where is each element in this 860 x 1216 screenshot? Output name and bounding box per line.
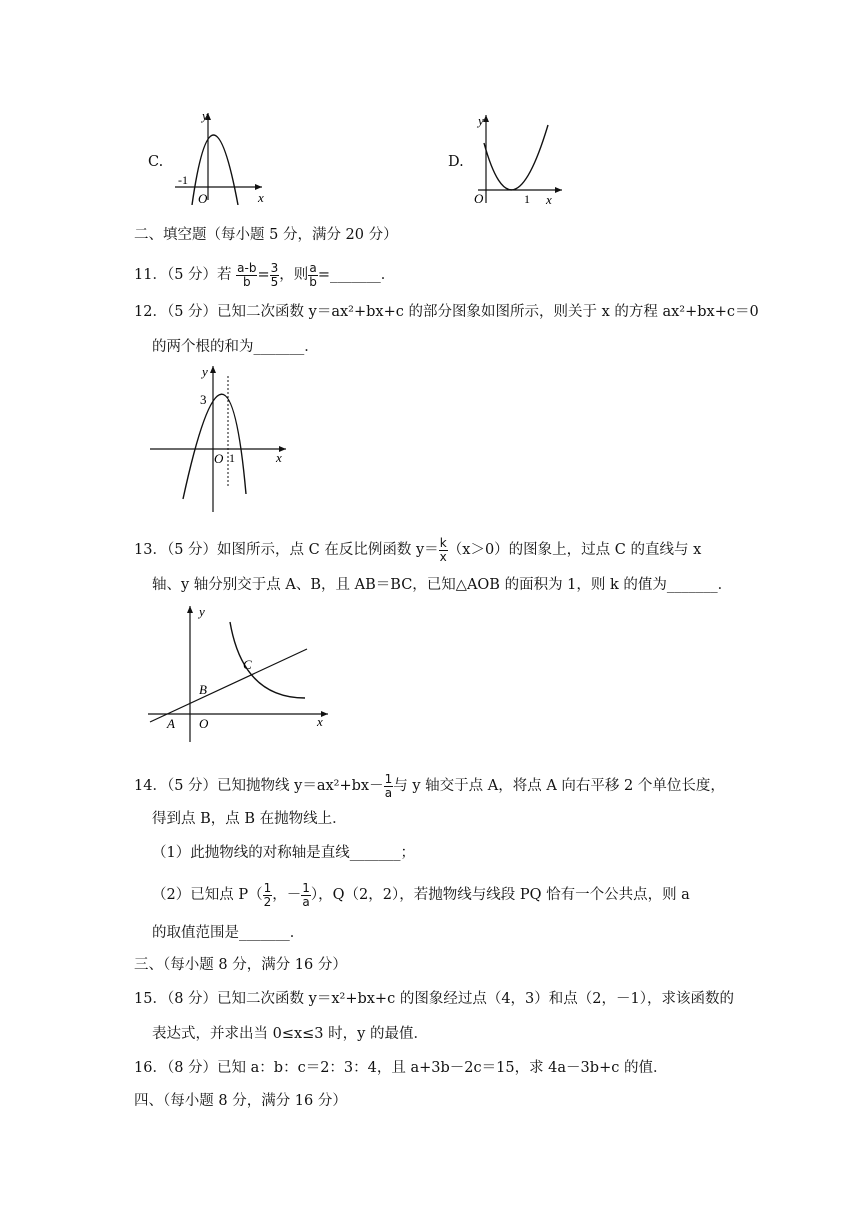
- question-14-sub-1: （1）此抛物线的对称轴是直线_______；: [152, 845, 415, 861]
- axis-x-label: x: [276, 450, 282, 465]
- question-12-line-2: 的两个根的和为_______．: [152, 339, 319, 355]
- tick-y-label: 3: [200, 392, 207, 407]
- q12-graph: [148, 362, 293, 517]
- y-axis-arrow: [187, 606, 193, 613]
- q14-fraction: $\frac{1}{a}$: [384, 772, 393, 800]
- tick-x-label: 1: [229, 451, 235, 465]
- hyperbola: [230, 622, 305, 698]
- q11-fraction-2: $\frac{3}{5}$: [270, 261, 279, 289]
- section-4-title: 四、（每小题 8 分，满分 16 分）: [134, 1093, 347, 1109]
- question-14-sub-2: （2）已知点 P（ $\frac{1}{2}$ ，－ $\frac{1}{a}$ ），Q（2，2），若抛物线与线段 PQ 恰有一个公共点，则 a: [152, 881, 690, 909]
- axis-x-label: x: [317, 714, 323, 729]
- point-c-label: C: [243, 657, 252, 672]
- option-d-label: D.: [448, 154, 464, 170]
- q11-fraction-1: $\frac{a-b}{b}$: [237, 261, 257, 289]
- question-13-line-1: 13．（5 分）如图所示，点 C 在反比例函数 y＝ $\frac{k}{x}$ （x＞0）的图象上，过点 C 的直线与 x: [134, 536, 702, 564]
- question-11: 11．（5 分）若 $\frac{a-b}{b}$ = $\frac{3}{5}$ ，则 $\frac{a}{b}$ =_______．: [134, 261, 396, 289]
- line-abc: [150, 649, 307, 722]
- axis-y-label: y: [202, 108, 208, 123]
- question-14-last: 的取值范围是_______．: [152, 925, 305, 941]
- q11-fraction-3: $\frac{a}{b}$: [309, 261, 317, 289]
- origin-label: O: [198, 191, 208, 205]
- question-12-line-1: 12．（5 分）已知二次函数 y＝ax²+bx+c 的部分图象如图所示，则关于 x 的方程 ax²+bx+c＝0: [134, 304, 759, 320]
- axis-y-label: y: [202, 364, 208, 379]
- origin-label: O: [199, 716, 209, 731]
- q13-graph: [145, 602, 335, 747]
- x-axis-arrow: [555, 187, 562, 193]
- parabola: [183, 394, 246, 499]
- q13-fraction: $\frac{k}{x}$: [439, 536, 447, 564]
- question-16: 16．（8 分）已知 a：b：c＝2：3：4，且 a+3b－2c＝15，求 4a－3b+c 的值．: [134, 1060, 668, 1076]
- tick-label: 1: [524, 192, 530, 205]
- point-a-label: A: [167, 716, 175, 731]
- question-15-line-2: 表达式，并求出当 0≤x≤3 时，y 的最值．: [152, 1026, 428, 1042]
- y-axis-arrow: [483, 115, 489, 122]
- p-fraction-1: $\frac{1}{2}$: [263, 881, 272, 909]
- question-15-line-1: 15．（8 分）已知二次函数 y＝x²+bx+c 的图象经过点（4，3）和点（2，－1），求该函数的: [134, 991, 734, 1007]
- section-3-title: 三、（每小题 8 分，满分 16 分）: [134, 957, 347, 973]
- question-14-line-1: 14．（5 分）已知抛物线 y＝ax²+bx－ $\frac{1}{a}$ 与 y 轴交于点 A，将点 A 向右平移 2 个单位长度，: [134, 772, 725, 800]
- axis-y-label: y: [478, 113, 484, 128]
- parabola: [484, 125, 548, 190]
- axis-x-label: x: [258, 190, 264, 205]
- y-axis-arrow: [210, 366, 216, 373]
- option-c-graph: [170, 105, 270, 205]
- point-b-label: B: [199, 682, 207, 697]
- p-fraction-2: $\frac{1}{a}$: [302, 881, 310, 909]
- axis-y-label: y: [199, 604, 205, 619]
- question-13-line-2: 轴、y 轴分别交于点 A、B，且 AB＝BC，已知△AOB 的面积为 1，则 k 的值为_______．: [152, 577, 733, 593]
- tick-label: -1: [178, 173, 188, 187]
- origin-label: O: [214, 451, 224, 466]
- question-14-line-2: 得到点 B，点 B 在抛物线上．: [152, 811, 347, 827]
- origin-label: O: [474, 191, 484, 205]
- section-2-title: 二、填空题（每小题 5 分，满分 20 分）: [134, 227, 398, 243]
- axis-x-label: x: [546, 192, 552, 205]
- option-d-graph: [470, 105, 570, 205]
- q11-number: 11．: [134, 267, 167, 284]
- option-c-label: C.: [148, 154, 164, 170]
- q11-score: （5 分）若: [166, 267, 232, 284]
